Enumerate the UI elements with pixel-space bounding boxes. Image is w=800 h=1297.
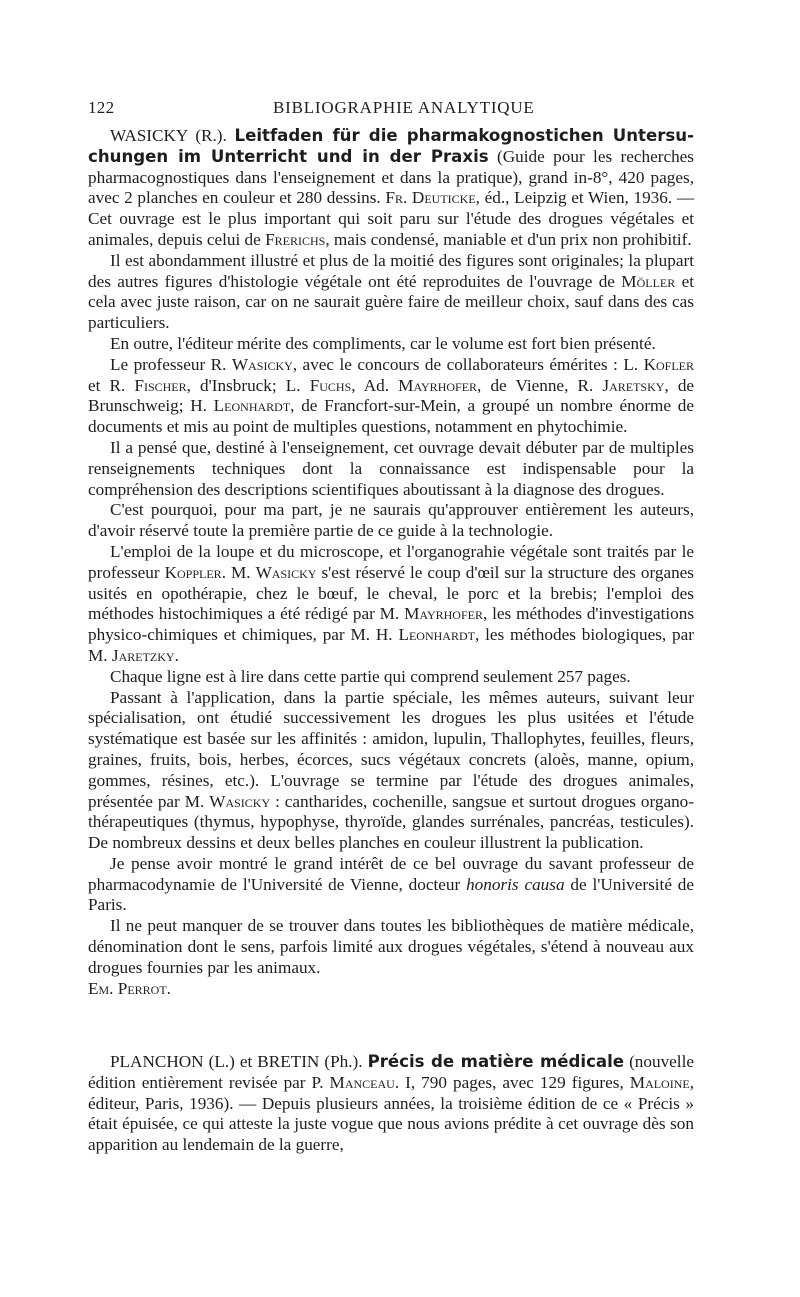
text-run: . I, 790 pages, avec 129 figures, xyxy=(394,1072,624,1092)
author-name: Leonhardt xyxy=(213,396,291,416)
author-name: Frerichs xyxy=(265,229,326,249)
review-wasicky xyxy=(88,126,694,999)
text-run: , les méthodes d'investigations physico-chimiques et chimiques, par M. H. xyxy=(88,604,695,645)
author-name: Fuchs xyxy=(309,375,352,395)
latin-phrase: honoris causa xyxy=(466,874,565,894)
paragraph xyxy=(88,688,694,854)
author-name: Möller xyxy=(621,271,676,291)
author-name: Wasicky xyxy=(209,791,271,811)
text-run: Le professeur R. xyxy=(110,354,227,374)
text-run: , Ad. xyxy=(351,375,390,395)
text-run: et R. xyxy=(88,375,126,395)
paragraph xyxy=(88,126,694,251)
paragraph: En outre, l'éditeur mérite des compliments, car le volume est fort bien présenté. xyxy=(110,333,656,353)
text-run: , éditeur, Paris, 1936). — Depuis plusieurs années, la troisième édition de ce « Précis » était épuisée, ce qui atteste la juste vogue que nous avions prédite à cet ouvrage dès son apparition au lendemain de la guerre, xyxy=(88,1072,695,1155)
text-run: (nouvelle édition entièrement revisée par P. xyxy=(88,1052,694,1092)
author-name: Koppler xyxy=(164,562,222,582)
text-run: : cantharides, cochenille, sangsue et surtout drogues organo-thérapeutiques (thymus, hypophyse, thyroïde, glandes surrénales, pancréas, testicules). De nombreux dessins et deux belles planches en couleur illustrent la publication. xyxy=(88,791,694,853)
text-run: L'emploi de la loupe et du microscope, et l'organograhie végétale sont traités par le professeur xyxy=(88,541,694,582)
text-run: Passant à l'application, dans la partie spéciale, les mêmes auteurs, suivant leur spécialisation, ont étudié successivement les drogues les plus usitées et l'étude systématique est basée sur les affinités : amidon, lupulin, Thallophytes, feuilles, fleurs, graines, fruits, bois, herbes, écorces, sucs végétaux concrets (aloès, manne, opium, gommes, résines, etc.). L'ouvrage se termine par l'étude des drogues animales, présentée par M. xyxy=(88,687,694,811)
author-name: Kofler xyxy=(643,354,695,374)
text-run: (Guide pour les recherches pharmacognostiques dans l'enseignement et dans la pratique), grand in-8°, 420 pages, avec 2 planches en couleur et 280 dessins. xyxy=(88,146,695,208)
entry-author: WASICKY (R.). xyxy=(110,126,227,145)
text-run: , d'Insbruck; L. xyxy=(186,375,301,395)
paragraph xyxy=(88,854,694,916)
author-name: Wasicky xyxy=(255,562,317,582)
text-run: , de Francfort-sur-Mein, a groupé un nombre énorme de documents et mis au point de multiples questions, notamment en phytochimie. xyxy=(88,396,694,437)
text-run: , éd., Leipzig et Wien, 1936. — Cet ouvrage est le plus important qui soit paru sur l'étude des drogues végétales et animales, depuis celui de xyxy=(88,188,695,249)
text-run: de l'Université de Paris. xyxy=(88,874,695,915)
text-run: . xyxy=(174,645,179,665)
paragraph xyxy=(88,251,694,334)
author-name: Mayrhofer xyxy=(398,375,478,395)
author-name: Manceau xyxy=(329,1072,395,1092)
entry-title: Leitfaden für die pharmakognostichen Untersu-chungen im Unterricht und in der Praxis xyxy=(88,126,695,166)
author-name: Wasicky xyxy=(231,354,293,374)
page-number: 122 xyxy=(88,98,115,117)
paragraph: Il a pensé que, destiné à l'enseignement, cet ouvrage devait débuter par de multiples renseignements techniques dont la connaissance est indispensable pour la compréhension des descriptions scientifiques aboutissant à la diagnose des drogues. xyxy=(88,437,694,499)
author-name: Jaretsky xyxy=(602,375,665,395)
text-run: , de Vienne, R. xyxy=(477,375,594,395)
text-run: , avec le concours de collaborateurs émérites : L. xyxy=(292,354,639,374)
author-name: Mayrhofer xyxy=(404,604,483,624)
paragraph xyxy=(88,355,694,438)
entry-author: PLANCHON (L.) et BRETIN (Ph.). xyxy=(110,1052,363,1071)
text-run: Je pense avoir montré le grand intérêt de ce bel ouvrage du savant professeur de pharmacodynamie de l'Université de Vienne, docteur xyxy=(88,853,694,894)
text-run: Il est abondamment illustré et plus de la moitié des figures sont originales; la plupart des autres figures d'histologie végétale ont été reproduites de l'ouvrage de xyxy=(88,250,694,291)
paragraph: Chaque ligne est à lire dans cette partie qui comprend seulement 257 pages. xyxy=(110,666,631,686)
author-name: Jaretzky xyxy=(111,645,175,665)
paragraph xyxy=(88,542,694,667)
text-run: . M. xyxy=(221,562,251,582)
publisher-name: Maloine xyxy=(629,1072,690,1092)
text-run: et cela avec juste raison, car on ne saurait guère faire de meilleur choix, sauf dans des cas particuliers. xyxy=(88,271,695,333)
reviewer-signature: Em. Perrot. xyxy=(88,978,171,998)
review-planchon-bretin xyxy=(88,1052,694,1156)
text-run: , les méthodes biologiques, par M. xyxy=(88,625,695,665)
paragraph xyxy=(88,1052,694,1156)
paragraph: Il ne peut manquer de se trouver dans toutes les bibliothèques de matière médicale, dénomination dont le sens, parfois limité aux drogues végétales, s'étend à nouveau aux drogues fournies par les animaux. xyxy=(88,916,694,977)
publisher-name: Fr. Deuticke xyxy=(385,188,476,208)
text-run: s'est réservé le coup d'œil sur la structure des organes usités en opothérapie, chez le bœuf, le cheval, le porc et la brebis; l'emploi des méthodes histochimiques a été rédigé par M. xyxy=(88,562,694,624)
entry-title: Précis de matière médicale xyxy=(367,1052,625,1071)
text-run: , de Brunschweig; H. xyxy=(88,375,695,416)
running-head: BIBLIOGRAPHIE ANALYTIQUE xyxy=(273,98,535,117)
author-name: Leonhardt xyxy=(398,625,475,645)
text-run: , mais condensé, maniable et d'un prix non prohibitif. xyxy=(325,229,692,249)
paragraph: C'est pourquoi, pour ma part, je ne saurais qu'approuver entièrement les auteurs, d'avoir réservé toute la première partie de ce guide à la technologie. xyxy=(88,500,694,541)
author-name: Fischer xyxy=(134,375,187,395)
